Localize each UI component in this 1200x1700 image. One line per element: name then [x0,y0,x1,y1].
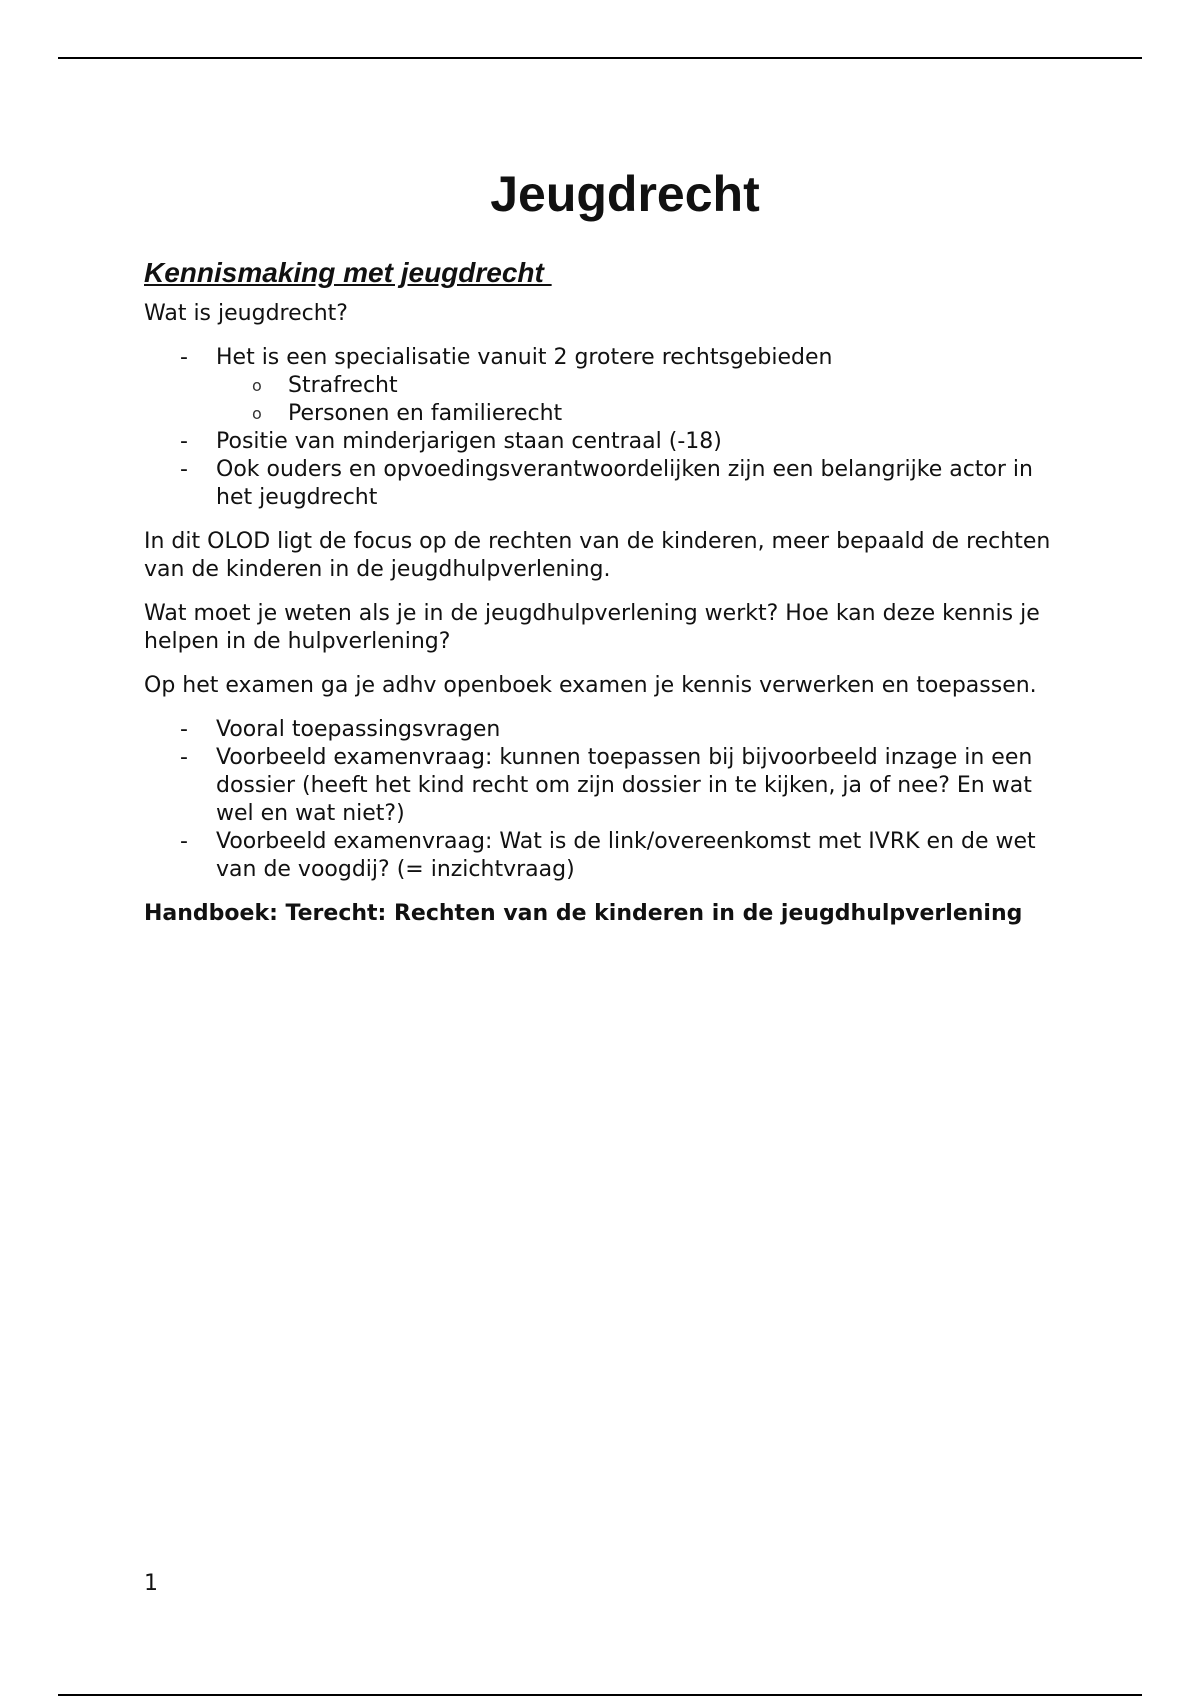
dash-bullet: - [180,829,188,854]
dash-bullet: - [180,745,188,770]
list-item [144,428,1064,456]
bottom-divider [58,1694,1142,1696]
list-item-text: Positie van minderjarigen staan centraal (-18) [216,429,722,454]
page-content [144,160,1064,944]
handbook-reference: Handboek: Terecht: Rechten van de kinderen in de jeugdhulpverlening [144,901,1023,926]
document-title: Jeugdrecht [490,166,760,222]
top-divider [58,57,1142,59]
sub-list-item-text: Strafrecht [288,373,398,398]
definition-list [144,344,1064,512]
sub-list-item [144,372,1064,400]
circle-bullet: o [252,404,262,423]
list-item-text: Voorbeeld examenvraag: Wat is de link/overeenkomst met IVRK en de wet van de voogdij? (= inzichtvraag) [216,829,1036,882]
sub-list [144,372,1064,428]
list-item-text: Ook ouders en opvoedingsverantwoordelijken zijn een belangrijke actor in het jeugdrecht [216,457,1033,510]
list-item-text: Voorbeeld examenvraag: kunnen toepassen bij bijvoorbeeld inzage in een dossier (heeft het kind recht om zijn dossier in te kijken, ja of nee? En wat wel en wat niet?) [216,745,1033,826]
list-item [144,744,1064,828]
dash-bullet: - [180,429,188,454]
paragraph-exam: Op het examen ga je adhv openboek examen je kennis verwerken en toepassen. [144,673,1037,698]
paragraph-focus: In dit OLOD ligt de focus op de rechten van de kinderen, meer bepaald de rechten van de kinderen in de jeugdhulpverlening. [144,529,1051,582]
list-item-text: Vooral toepassingsvragen [216,717,501,742]
list-item [144,716,1064,744]
paragraph-questions: Wat moet je weten als je in de jeugdhulpverlening werkt? Hoe kan deze kennis je helpen in de hulpverlening? [144,601,1040,654]
dash-bullet: - [180,345,188,370]
intro-question: Wat is jeugdrecht? [144,301,348,326]
section-heading: Kennismaking met jeugdrecht [144,257,552,288]
dash-bullet: - [180,457,188,482]
sub-list-item-text: Personen en familierecht [288,401,563,426]
sub-list-item [144,400,1064,428]
list-item [144,828,1064,884]
exam-list [144,716,1064,884]
list-item [144,344,1064,428]
circle-bullet: o [252,376,262,395]
list-item [144,456,1064,512]
page-number: 1 [144,1571,158,1596]
list-item-text: Het is een specialisatie vanuit 2 grotere rechtsgebieden [216,345,833,370]
dash-bullet: - [180,717,188,742]
